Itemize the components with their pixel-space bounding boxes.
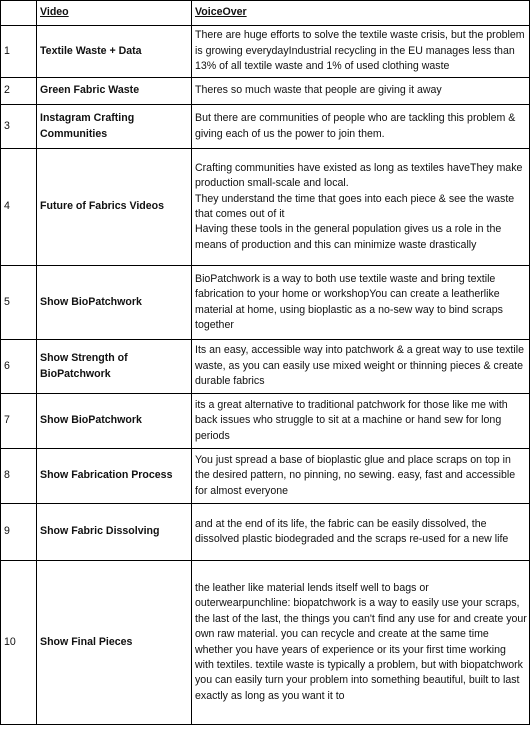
header-row [1,1,530,26]
voiceover-cell: and at the end of its life, the fabric can be easily dissolved, the dissolved plastic biodegraded and the scraps re-used for a new life [192,504,530,561]
video-cell: Textile Waste + Data [37,26,192,78]
row-number: 1 [1,26,37,78]
row-number: 10 [1,561,37,725]
voiceover-cell: the leather like material lends itself well to bags or outerwearpunchline: biopatchwork is a way to easily use your scraps, the last of the last, the things you can't find any use for and create your own raw material. you can recycle and create at the same time whether you have years of experience or its your first time working with textiles. textile waste is typically a problem, but with biopatchwork you can easily turn your problem into something beautiful, built to last exactly as long as you want it to [192,561,530,725]
voiceover-cell: its a great alternative to traditional patchwork for those like me with back issues who struggle to sit at a machine or hand sew for long periods [192,394,530,449]
voiceover-cell: Its an easy, accessible way into patchwork & a great way to use textile waste, as you can easily use mixed weight or thinning pieces & create durable fabrics [192,340,530,394]
voiceover-cell: Crafting communities have existed as long as textiles haveThey make production small-scale and local. They understand the time that goes into each piece & see the waste that comes out of it Having these tools in the general population gives us a role in the means of production and this can minimize waste drastically [192,149,530,266]
voiceover-cell: You just spread a base of bioplastic glue and place scraps on top in the desired pattern, no pinning, no sewing. easy, fast and accessible for almost everyone [192,449,530,504]
video-cell: Show Final Pieces [37,561,192,725]
video-cell: Show Fabrication Process [37,449,192,504]
table-row [1,561,530,725]
row-number: 7 [1,394,37,449]
video-cell: Show BioPatchwork [37,266,192,340]
table-row [1,26,530,78]
header-number [1,1,37,26]
voiceover-cell: Theres so much waste that people are giving it away [192,78,530,105]
table-row [1,449,530,504]
video-cell: Show Strength of BioPatchwork [37,340,192,394]
row-number: 6 [1,340,37,394]
table-row [1,78,530,105]
table-row [1,504,530,561]
voiceover-cell: BioPatchwork is a way to both use textile waste and bring textile fabrication to your home or workshopYou can create a leatherlike material at home, using bioplastic as a no-sew way to bind scraps together [192,266,530,340]
row-number: 8 [1,449,37,504]
row-number: 4 [1,149,37,266]
row-number: 3 [1,105,37,149]
table-row [1,266,530,340]
voiceover-cell: There are huge efforts to solve the textile waste crisis, but the problem is growing everydayIndustrial recycling in the EU manages less than 13% of all textile waste and 1% of used clothing waste [192,26,530,78]
table-row [1,149,530,266]
table-row [1,340,530,394]
video-cell: Instagram Crafting Communities [37,105,192,149]
table-row [1,105,530,149]
voiceover-cell: But there are communities of people who are tackling this problem & giving each of us the power to join them. [192,105,530,149]
row-number: 2 [1,78,37,105]
row-number: 5 [1,266,37,340]
table-row [1,394,530,449]
header-voiceover: VoiceOver [192,1,530,26]
video-cell: Show Fabric Dissolving [37,504,192,561]
video-cell: Future of Fabrics Videos [37,149,192,266]
video-cell: Green Fabric Waste [37,78,192,105]
video-cell: Show BioPatchwork [37,394,192,449]
header-video: Video [37,1,192,26]
row-number: 9 [1,504,37,561]
